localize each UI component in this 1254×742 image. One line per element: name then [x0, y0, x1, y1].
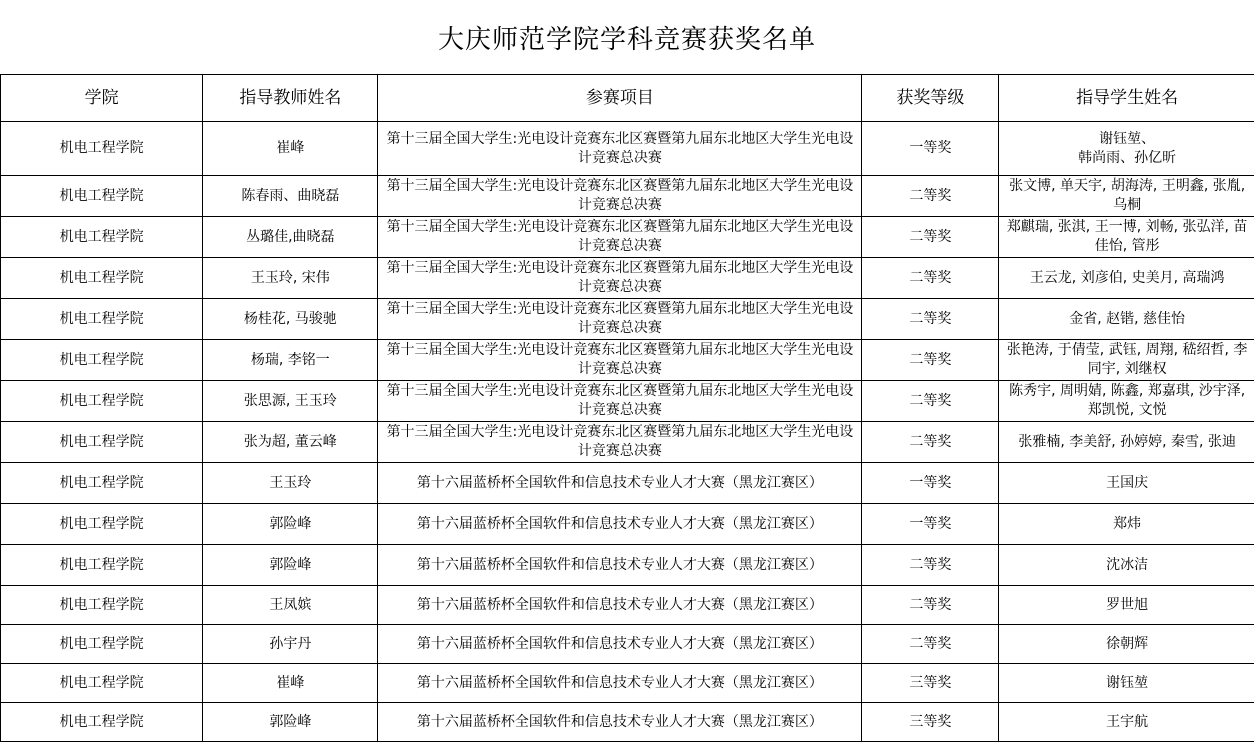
cell-college: 机电工程学院	[1, 299, 203, 340]
header-teacher: 指导教师姓名	[203, 75, 378, 122]
cell-college: 机电工程学院	[1, 176, 203, 217]
cell-teacher: 王玉玲, 宋伟	[203, 258, 378, 299]
table-header-row	[1, 75, 1254, 122]
cell-college: 机电工程学院	[1, 504, 203, 545]
cell-college: 机电工程学院	[1, 122, 203, 176]
cell-level: 二等奖	[862, 258, 999, 299]
cell-students: 王国庆	[999, 463, 1254, 504]
cell-students: 王宇航	[999, 703, 1254, 742]
cell-project: 第十六届蓝桥杯全国软件和信息技术专业人才大赛（黑龙江赛区）	[378, 625, 862, 664]
table-row	[1, 625, 1254, 664]
cell-project: 第十六届蓝桥杯全国软件和信息技术专业人才大赛（黑龙江赛区）	[378, 703, 862, 742]
cell-level: 二等奖	[862, 217, 999, 258]
cell-level: 三等奖	[862, 703, 999, 742]
cell-students: 沈冰洁	[999, 545, 1254, 586]
cell-college: 机电工程学院	[1, 463, 203, 504]
cell-students: 张艳涛, 于倩莹, 武钰, 周翔, 嵇绍哲, 李同宇, 刘继权	[999, 340, 1254, 381]
cell-college: 机电工程学院	[1, 545, 203, 586]
table-row	[1, 703, 1254, 742]
cell-project: 第十六届蓝桥杯全国软件和信息技术专业人才大赛（黑龙江赛区）	[378, 586, 862, 625]
cell-college: 机电工程学院	[1, 664, 203, 703]
cell-college: 机电工程学院	[1, 703, 203, 742]
cell-students: 张雅楠, 李美舒, 孙婷婷, 秦雪, 张迪	[999, 422, 1254, 463]
cell-students: 罗世旭	[999, 586, 1254, 625]
table-row	[1, 340, 1254, 381]
cell-level: 一等奖	[862, 463, 999, 504]
cell-college: 机电工程学院	[1, 422, 203, 463]
table-row	[1, 217, 1254, 258]
cell-students: 徐朝辉	[999, 625, 1254, 664]
cell-college: 机电工程学院	[1, 381, 203, 422]
cell-project: 第十三届全国大学生:光电设计竞赛东北区赛暨第九届东北地区大学生光电设计竞赛总决赛	[378, 217, 862, 258]
cell-students: 陈秀宇, 周明婧, 陈鑫, 郑嘉琪, 沙宇泽, 郑凯悦, 文悦	[999, 381, 1254, 422]
cell-college: 机电工程学院	[1, 625, 203, 664]
table-row	[1, 463, 1254, 504]
table-row	[1, 586, 1254, 625]
cell-students: 谢钰堃	[999, 664, 1254, 703]
table-row	[1, 381, 1254, 422]
cell-students: 张文博, 单天宇, 胡海涛, 王明鑫, 张胤, 乌桐	[999, 176, 1254, 217]
cell-level: 二等奖	[862, 422, 999, 463]
table-row	[1, 545, 1254, 586]
cell-teacher: 崔峰	[203, 122, 378, 176]
cell-level: 二等奖	[862, 586, 999, 625]
cell-level: 三等奖	[862, 664, 999, 703]
cell-teacher: 郭险峰	[203, 545, 378, 586]
cell-students: 谢钰堃、 韩尚雨、孙亿昕	[999, 122, 1254, 176]
table-row	[1, 299, 1254, 340]
table-row	[1, 422, 1254, 463]
table-row	[1, 664, 1254, 703]
cell-project: 第十三届全国大学生:光电设计竞赛东北区赛暨第九届东北地区大学生光电设计竞赛总决赛	[378, 340, 862, 381]
cell-project: 第十六届蓝桥杯全国软件和信息技术专业人才大赛（黑龙江赛区）	[378, 463, 862, 504]
cell-students: 王云龙, 刘彦伯, 史美月, 高瑞鸿	[999, 258, 1254, 299]
cell-teacher: 杨桂花, 马骏驰	[203, 299, 378, 340]
cell-teacher: 王凤嫔	[203, 586, 378, 625]
cell-students: 金省, 赵锴, 慈佳怡	[999, 299, 1254, 340]
cell-project: 第十三届全国大学生:光电设计竞赛东北区赛暨第九届东北地区大学生光电设计竞赛总决赛	[378, 299, 862, 340]
cell-project: 第十三届全国大学生:光电设计竞赛东北区赛暨第九届东北地区大学生光电设计竞赛总决赛	[378, 381, 862, 422]
cell-teacher: 郭险峰	[203, 504, 378, 545]
cell-level: 一等奖	[862, 122, 999, 176]
cell-college: 机电工程学院	[1, 217, 203, 258]
cell-students: 郑炜	[999, 504, 1254, 545]
table-row	[1, 176, 1254, 217]
cell-teacher: 孙宇丹	[203, 625, 378, 664]
cell-teacher: 张思源, 王玉玲	[203, 381, 378, 422]
cell-teacher: 杨瑞, 李铭一	[203, 340, 378, 381]
cell-project: 第十三届全国大学生:光电设计竞赛东北区赛暨第九届东北地区大学生光电设计竞赛总决赛	[378, 422, 862, 463]
table-row	[1, 122, 1254, 176]
award-table	[0, 74, 1254, 742]
table-row	[1, 258, 1254, 299]
cell-project: 第十六届蓝桥杯全国软件和信息技术专业人才大赛（黑龙江赛区）	[378, 664, 862, 703]
page-title: 大庆师范学院学科竞赛获奖名单	[0, 0, 1254, 74]
cell-level: 二等奖	[862, 340, 999, 381]
cell-project: 第十六届蓝桥杯全国软件和信息技术专业人才大赛（黑龙江赛区）	[378, 504, 862, 545]
header-level: 获奖等级	[862, 75, 999, 122]
header-college: 学院	[1, 75, 203, 122]
cell-college: 机电工程学院	[1, 340, 203, 381]
cell-project: 第十六届蓝桥杯全国软件和信息技术专业人才大赛（黑龙江赛区）	[378, 545, 862, 586]
cell-teacher: 张为超, 董云峰	[203, 422, 378, 463]
cell-level: 一等奖	[862, 504, 999, 545]
cell-level: 二等奖	[862, 381, 999, 422]
cell-teacher: 郭险峰	[203, 703, 378, 742]
cell-level: 二等奖	[862, 176, 999, 217]
cell-level: 二等奖	[862, 299, 999, 340]
cell-teacher: 王玉玲	[203, 463, 378, 504]
cell-college: 机电工程学院	[1, 258, 203, 299]
header-students: 指导学生姓名	[999, 75, 1254, 122]
cell-project: 第十三届全国大学生:光电设计竞赛东北区赛暨第九届东北地区大学生光电设计竞赛总决赛	[378, 122, 862, 176]
cell-project: 第十三届全国大学生:光电设计竞赛东北区赛暨第九届东北地区大学生光电设计竞赛总决赛	[378, 258, 862, 299]
cell-college: 机电工程学院	[1, 586, 203, 625]
table-row	[1, 504, 1254, 545]
cell-level: 二等奖	[862, 545, 999, 586]
header-project: 参赛项目	[378, 75, 862, 122]
cell-teacher: 崔峰	[203, 664, 378, 703]
cell-level: 二等奖	[862, 625, 999, 664]
cell-teacher: 丛璐佳,曲晓磊	[203, 217, 378, 258]
cell-teacher: 陈春雨、曲晓磊	[203, 176, 378, 217]
cell-project: 第十三届全国大学生:光电设计竞赛东北区赛暨第九届东北地区大学生光电设计竞赛总决赛	[378, 176, 862, 217]
cell-students: 郑麒瑞, 张淇, 王一博, 刘畅, 张弘洋, 苗佳怡, 管彤	[999, 217, 1254, 258]
